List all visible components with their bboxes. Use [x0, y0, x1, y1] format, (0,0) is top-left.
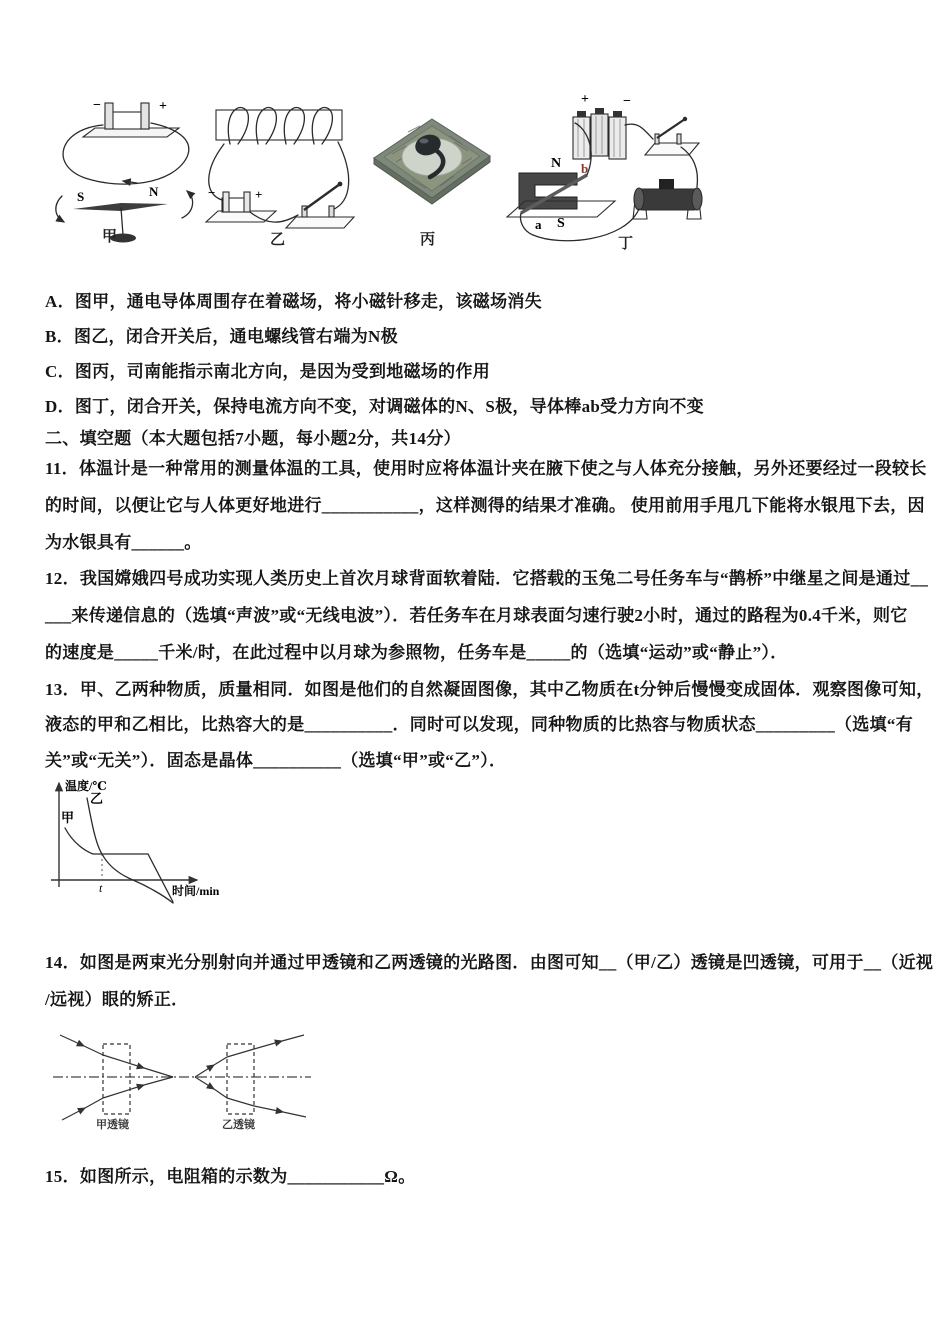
pole-n-label: N [551, 156, 562, 171]
horseshoe-magnet [519, 173, 577, 209]
question-14-line-2: /远视）眼的矫正． [45, 990, 189, 1009]
battery-plate-right [244, 192, 250, 212]
figure-bing-caption: 丙 [420, 232, 436, 248]
question-12-line-1: 12．我国嫦娥四号成功实现人类历史上首次月球背面软着陆．它搭载的玉兔二号任务车与“鹊桥”中继星之间是通过__ [45, 569, 929, 588]
question-14-line-1: 14．如图是两束光分别射向并通过甲透镜和乙两透镜的光路图．由图可知__（甲/乙）透镜是凹透镜，可用于__（近视 [45, 953, 934, 972]
rotation-arrow-right [182, 191, 193, 218]
point-b-label: b [581, 161, 589, 176]
needle-n-label: N [149, 184, 159, 199]
rheostat [633, 179, 702, 219]
question-12-line-3: 的速度是_____千米/时，在此过程中以月球为参照物，任务车是_____的（选填“运动”或“静止”）． [45, 643, 788, 662]
needle-s-label: S [77, 189, 85, 204]
switch-post-left [655, 134, 659, 144]
figure-jia-current-compass [45, 93, 210, 253]
switch-lever [304, 184, 340, 210]
question-11-line-2: 的时间，以便让它与人体更好地进行___________，这样测得的结果才准确。 使用前用手甩几下能将水银甩下去，因 [45, 496, 925, 515]
lens-jia-box [103, 1044, 130, 1114]
point-a-label: a [535, 217, 542, 232]
rays-lens-yi [195, 1035, 306, 1117]
cooling-curve-graph [35, 773, 270, 918]
lens-ray-diagram [28, 1022, 323, 1140]
option-d: D．图丁，闭合开关，保持电流方向不变，对调磁体的N、S极，导体棒ab受力方向不变 [45, 397, 704, 416]
figure-yi-caption: 乙 [270, 232, 286, 248]
curve-jia-label: 甲 [61, 810, 75, 825]
battery-plus-label: + [159, 99, 167, 114]
question-11-line-3: 为水银具有______。 [45, 533, 202, 552]
figure-ding-caption: 丁 [618, 236, 634, 252]
battery-minus-label: − [208, 185, 216, 200]
battery-plate-right [141, 103, 149, 129]
battery-plate-left [105, 103, 113, 129]
lens-jia-label: 甲透镜 [96, 1119, 129, 1131]
pole-s-label: S [557, 216, 565, 231]
rotation-arrow-left [56, 196, 64, 222]
figure-bing-sinan-photo [368, 106, 496, 212]
lens-yi-box [227, 1044, 254, 1114]
battery-plate-left [223, 192, 229, 212]
switch-base [286, 217, 354, 228]
figure-jia-caption: 甲 [102, 229, 118, 245]
option-c: C．图丙，司南能指示南北方向，是因为受到地磁场的作用 [45, 362, 491, 381]
battery-minus-label: − [623, 94, 631, 109]
switch-knob [338, 182, 343, 187]
switch-knob [683, 117, 687, 121]
battery-pack [573, 108, 626, 159]
wire-battery-switch [625, 124, 653, 139]
question-15-line-1: 15．如图所示，电阻箱的示数为___________Ω。 [45, 1167, 416, 1186]
question-13-line-2: 液态的甲和乙相比，比热容大的是__________．同时可以发现，同种物质的比热容与物质状态_________（选填“有 [45, 715, 913, 734]
spoon-highlight [420, 139, 429, 144]
battery-minus-label: − [93, 98, 101, 113]
solenoid-core [216, 110, 342, 140]
wire-right [332, 142, 349, 210]
curve-jia-crystal [65, 828, 173, 902]
question-13-line-3: 关”或“无关”）．固态是晶体__________（选填“甲”或“乙”）． [45, 751, 507, 770]
curve-yi-label: 乙 [90, 791, 104, 806]
switch-post-right [329, 206, 334, 217]
switch-base [645, 143, 699, 155]
lens-yi-label: 乙透镜 [222, 1119, 255, 1131]
section-header: 二、填空题（本大题包括7小题，每小题2分，共14分） [45, 429, 461, 448]
figure-yi-solenoid-circuit [202, 98, 354, 238]
question-13-line-1: 13．甲、乙两种物质，质量相同．如图是他们的自然凝固图像，其中乙物质在t分钟后慢慢变成固体．观察图像可知， [45, 680, 934, 699]
option-b: B．图乙，闭合开关后，通电螺线管右端为N极 [45, 327, 398, 346]
t-tick-label: t [99, 881, 103, 895]
y-axis-label: 温度/℃ [65, 779, 107, 793]
current-arrow [123, 181, 137, 183]
x-axis-label: 时间/min [172, 884, 220, 898]
battery-plus-label: + [255, 187, 263, 202]
question-11-line-1: 11．体温计是一种常用的测量体温的工具，使用时应将体温计夹在腋下使之与人体充分接触，另外还要经过一段较长 [45, 459, 927, 478]
battery-plus-label: + [581, 92, 589, 107]
figure-ding-force-circuit [505, 85, 717, 253]
option-a: A．图甲，通电导体周围存在着磁场，将小磁针移走，该磁场消失 [45, 292, 542, 311]
needle-stand [121, 208, 123, 235]
question-12-line-2: ___来传递信息的（选填“声波”或“无线电波”）．若任务车在月球表面匀速行驶2小时，通过的路程为0.4千米，则它 [45, 606, 908, 625]
switch-post-right [677, 134, 681, 144]
